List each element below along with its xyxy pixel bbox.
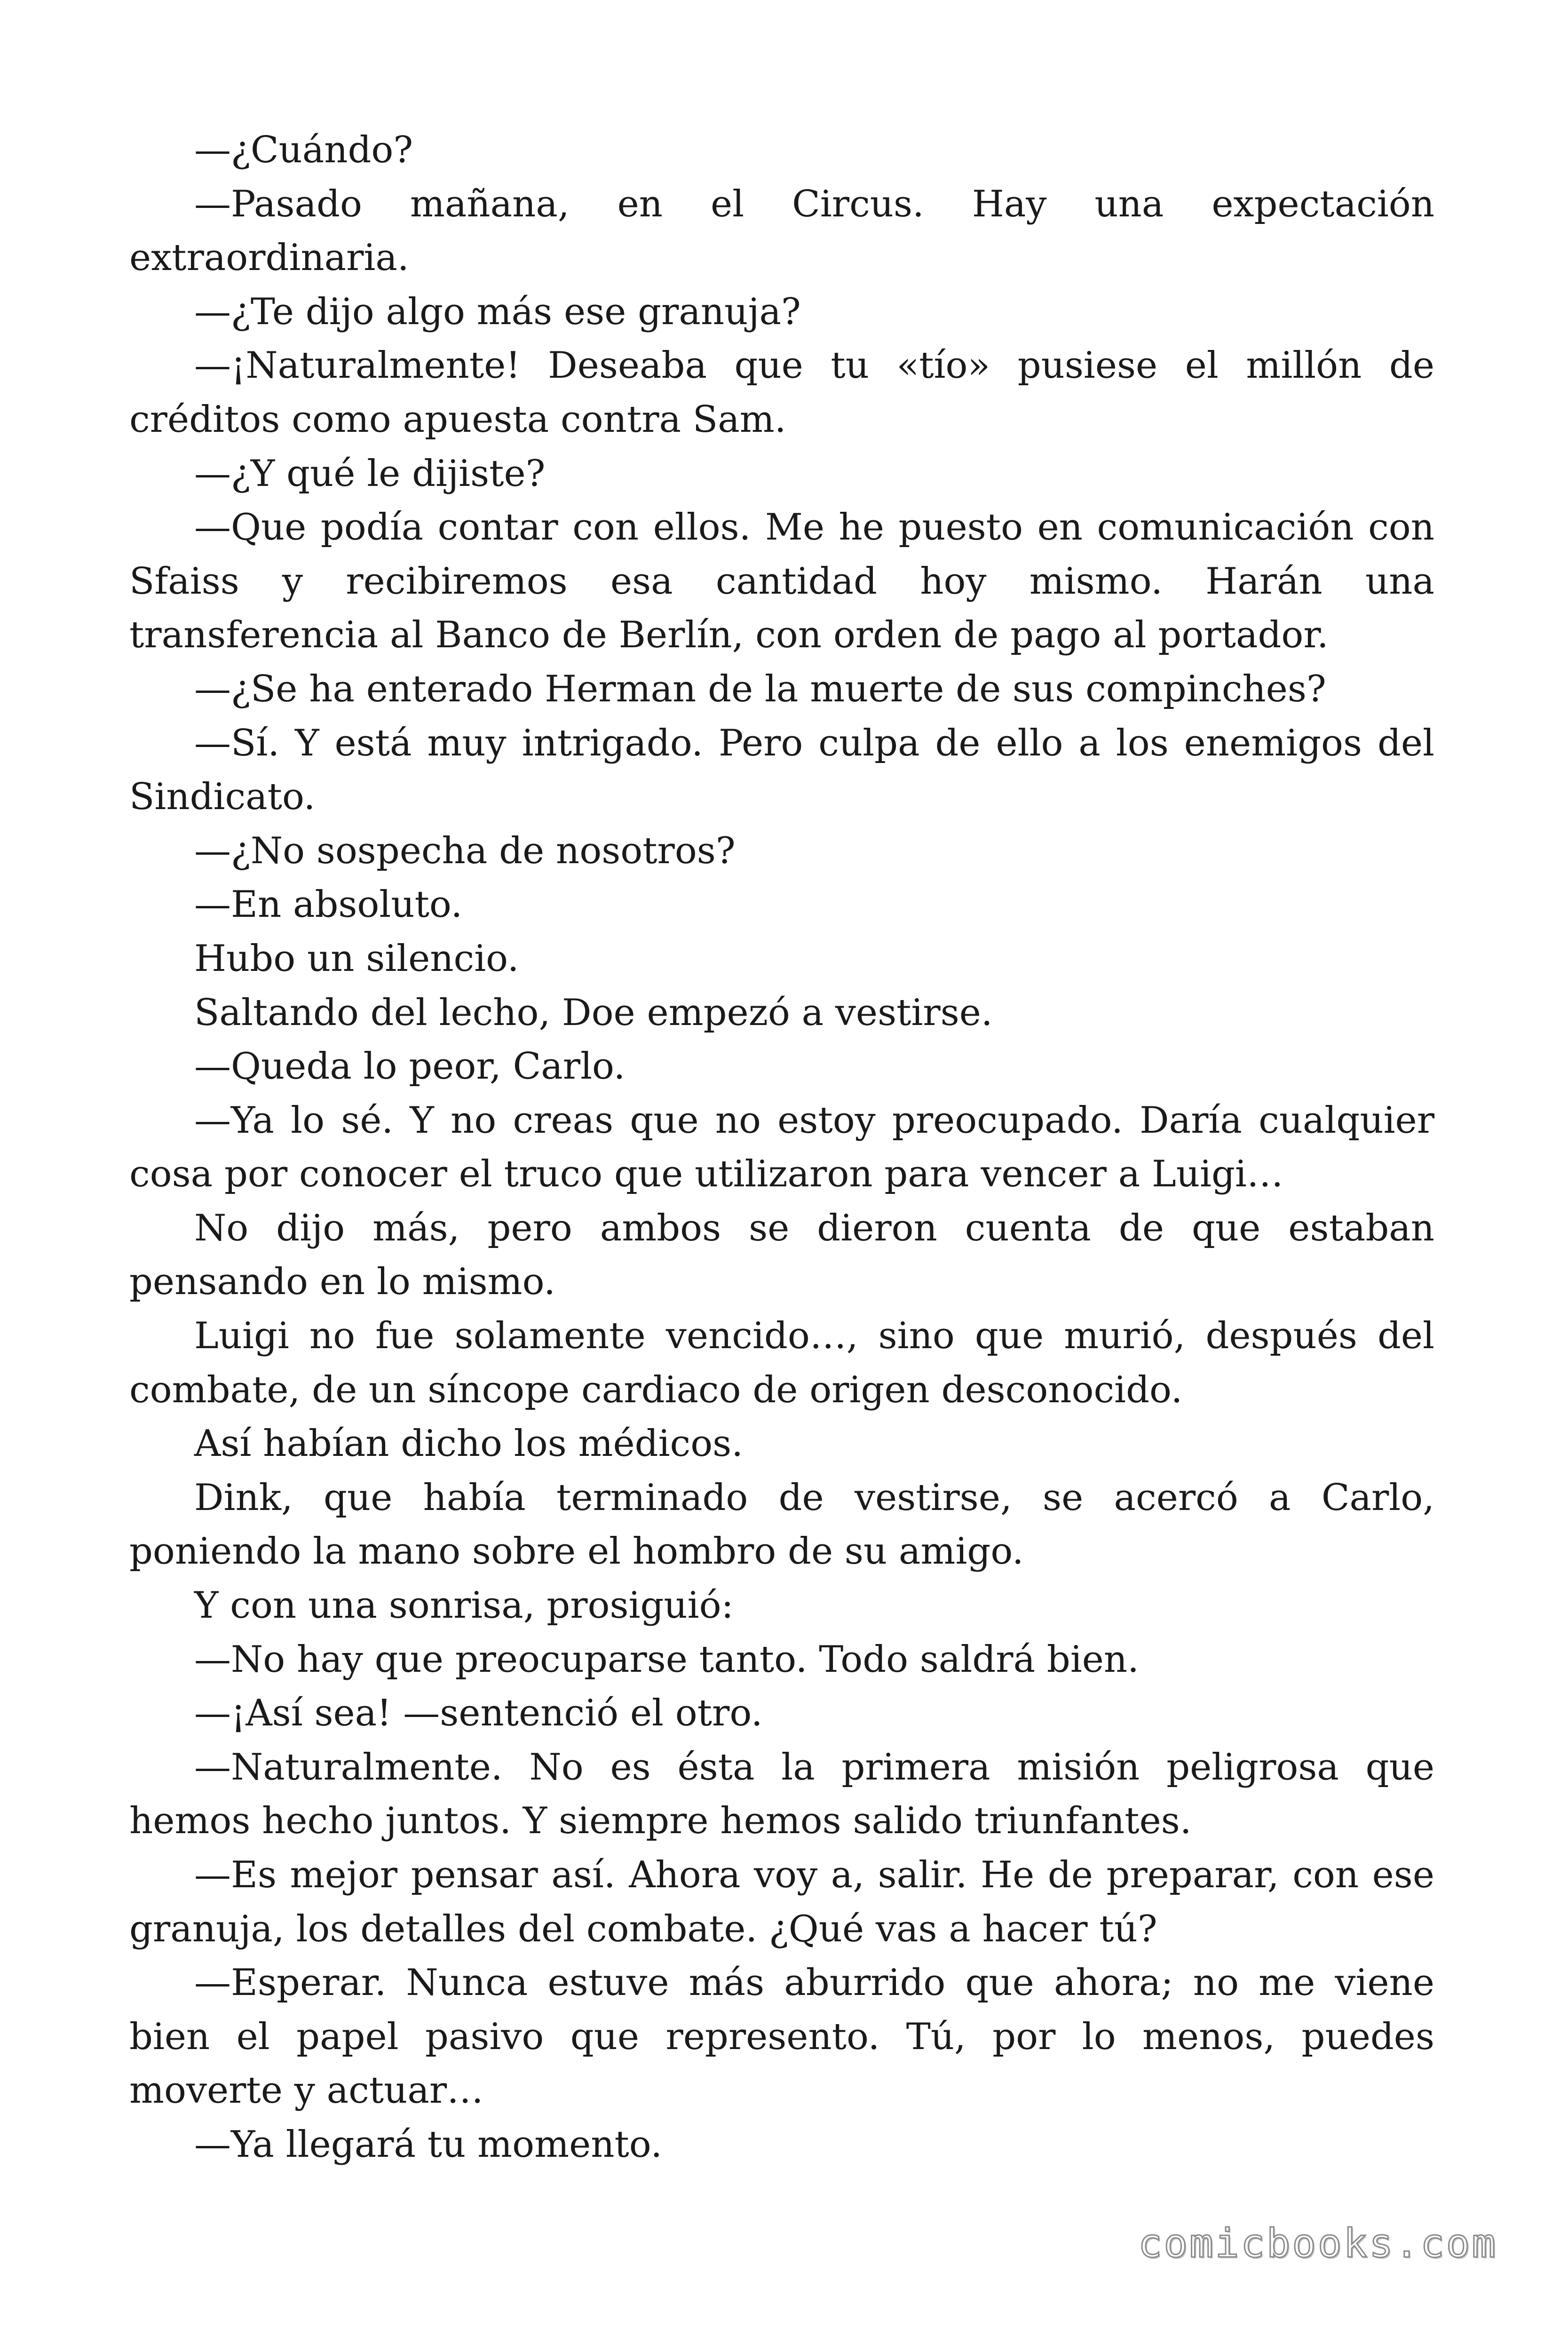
paragraph: —¿Te dijo algo más ese granuja? <box>194 290 801 333</box>
paragraph: Y con una sonrisa, prosiguió: <box>194 1584 734 1627</box>
paragraph: —Es mejor pensar así. Ahora voy a, salir. He de preparar, con ese granuja, los detalles del combate. ¿Qué vas a hacer tú? <box>129 1854 1434 1950</box>
paragraph: —¡Naturalmente! Deseaba que tu «tío» pusiese el millón de créditos como apuesta contra Sam. <box>129 344 1434 441</box>
paragraph: —Ya llegará tu momento. <box>194 2123 663 2166</box>
paragraph: —Sí. Y está muy intrigado. Pero culpa de ello a los enemigos del Sindicato. <box>129 722 1434 818</box>
paragraph: Luigi no fue solamente vencido…, sino que murió, después del combate, de un síncope cardiaco de origen desconocido. <box>129 1315 1434 1411</box>
paragraph: —Esperar. Nunca estuve más aburrido que ahora; no me viene bien el papel pasivo que represento. Tú, por lo menos, puedes moverte y actuar… <box>129 1962 1434 2112</box>
paragraph: No dijo más, pero ambos se dieron cuenta de que estaban pensando en lo mismo. <box>129 1207 1434 1303</box>
site-watermark: comicbooks.com <box>1138 2220 1497 2266</box>
paragraph: —¡Así sea! —sentenció el otro. <box>194 1692 763 1735</box>
paragraph: —¿Cuándo? <box>194 129 413 171</box>
paragraph: Así habían dicho los médicos. <box>194 1422 743 1465</box>
paragraph: —¿No sospecha de nosotros? <box>194 829 736 872</box>
paragraph: —¿Y qué le dijiste? <box>194 452 546 495</box>
paragraph: —Pasado mañana, en el Circus. Hay una expectación extraordinaria. <box>129 183 1434 279</box>
paragraph: —No hay que preocuparse tanto. Todo saldrá bien. <box>194 1638 1139 1681</box>
paragraph: Dink, que había terminado de vestirse, se acercó a Carlo, poniendo la mano sobre el hombro de su amigo. <box>129 1476 1434 1573</box>
page-body-text <box>129 123 1434 2172</box>
paragraph: —Que podía contar con ellos. Me he puesto en comunicación con Sfaiss y recibiremos esa cantidad hoy mismo. Harán una transferencia al Banco de Berlín, con orden de pago al portador. <box>129 506 1434 657</box>
paragraph: —¿Se ha enterado Herman de la muerte de sus compinches? <box>194 667 1326 710</box>
paragraph: —Ya lo sé. Y no creas que no estoy preocupado. Daría cualquier cosa por conocer el truco que utilizaron para vencer a Luigi… <box>129 1099 1434 1196</box>
paragraph: —Naturalmente. No es ésta la primera misión peligrosa que hemos hecho juntos. Y siempre hemos salido triunfantes. <box>129 1746 1434 1843</box>
paragraph: —En absoluto. <box>194 883 463 926</box>
paragraph: Saltando del lecho, Doe empezó a vestirse. <box>194 991 993 1034</box>
paragraph: —Queda lo peor, Carlo. <box>194 1045 626 1088</box>
paragraph: Hubo un silencio. <box>194 937 519 980</box>
